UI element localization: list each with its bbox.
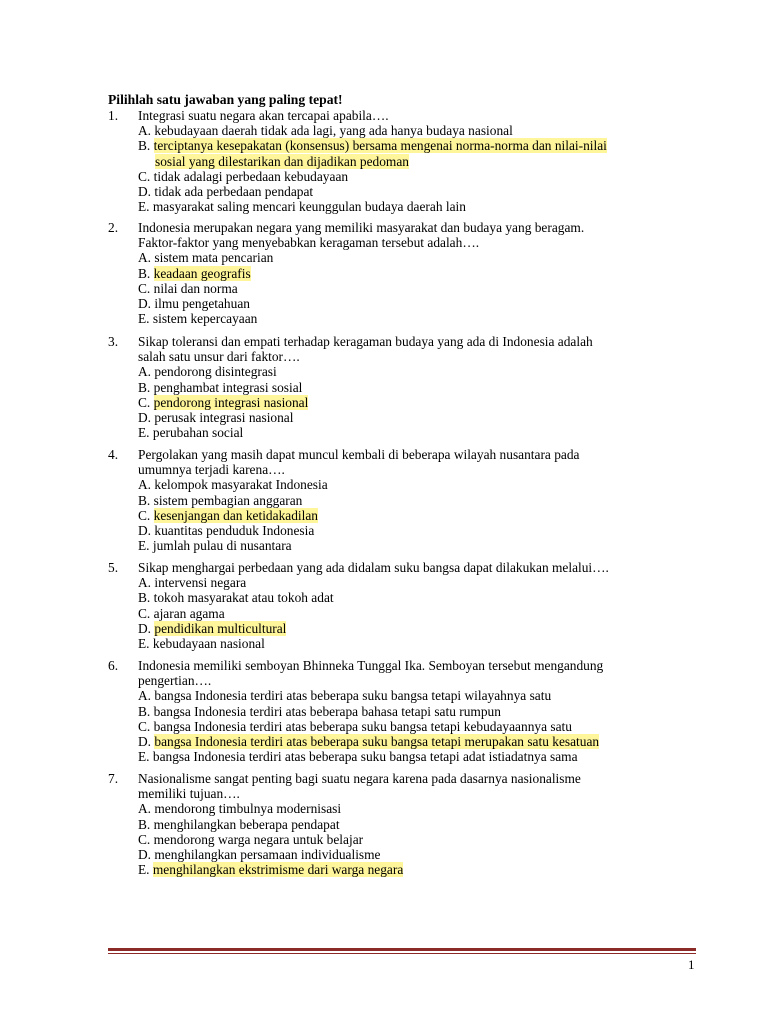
option-letter: B. — [138, 703, 151, 719]
answer-option-a — [108, 477, 708, 492]
question-1 — [108, 108, 708, 214]
answer-option-d — [108, 184, 708, 199]
question-stem — [108, 220, 708, 250]
answer-option-e — [108, 425, 708, 440]
option-text: kelompok masyarakat Indonesia — [154, 477, 328, 493]
option-letter: C. — [138, 394, 151, 410]
answer-option-e — [108, 862, 708, 877]
question-6 — [108, 658, 708, 764]
answer-option-d — [108, 410, 708, 425]
question-number: 4. — [108, 447, 119, 462]
question-stem — [108, 560, 708, 575]
question-text-line: Indonesia memiliki semboyan Bhinneka Tunggal Ika. Semboyan tersebut mengandung — [138, 658, 604, 673]
question-4 — [108, 447, 708, 553]
option-text: perubahan social — [152, 425, 244, 441]
answer-option-d — [108, 296, 708, 311]
option-text: mendorong timbulnya modernisasi — [154, 801, 342, 817]
answer-option-e — [108, 749, 708, 764]
answer-option-b — [108, 493, 708, 508]
option-letter: B. — [138, 492, 151, 508]
option-letter: C. — [138, 718, 151, 734]
answer-option-d — [108, 523, 708, 538]
option-text: jumlah pulau di nusantara — [152, 538, 292, 554]
option-text: bangsa Indonesia terdiri atas beberapa suku bangsa tetapi kebudayaannya satu — [153, 718, 572, 734]
answer-option-a — [108, 801, 708, 816]
question-number: 3. — [108, 334, 119, 349]
option-letter: B. — [138, 816, 151, 832]
option-text: menghilangkan persamaan individualisme — [154, 847, 381, 863]
answer-option-b — [108, 380, 708, 395]
answer-option-e — [108, 311, 708, 326]
answer-option-b — [108, 266, 708, 281]
option-letter: E. — [138, 199, 150, 215]
question-text-line: Sikap toleransi dan empati terhadap keragaman budaya yang ada di Indonesia adalah — [138, 334, 593, 349]
option-letter: E. — [138, 311, 150, 327]
answer-option-a — [108, 250, 708, 265]
option-text: nilai dan norma — [153, 280, 238, 296]
option-text: bangsa Indonesia terdiri atas beberapa suku bangsa tetapi wilayahnya satu — [154, 688, 552, 704]
question-7 — [108, 771, 708, 877]
answer-option-c — [108, 719, 708, 734]
answer-option-b — [108, 154, 708, 169]
option-letter: A. — [138, 688, 152, 704]
option-text: bangsa Indonesia terdiri atas beberapa suku bangsa tetapi adat istiadatnya sama — [152, 749, 578, 765]
option-text: sistem kepercayaan — [152, 311, 258, 327]
option-text: tidak adalagi perbedaan kebudayaan — [153, 168, 349, 184]
option-text: mendorong warga negara untuk belajar — [153, 831, 364, 847]
question-text-line: salah satu unsur dari faktor…. — [138, 349, 300, 365]
answer-option-c — [108, 169, 708, 184]
option-text: kebudayaan nasional — [152, 636, 265, 652]
question-stem — [108, 334, 708, 364]
option-letter: C. — [138, 605, 151, 621]
question-stem — [108, 658, 708, 688]
highlighted-answer-text: terciptanya kesepakatan (konsensus) bersama mengenai norma-norma dan nilai-nilai — [153, 138, 607, 154]
option-text: perusak integrasi nasional — [154, 410, 294, 426]
option-letter: E. — [138, 538, 150, 554]
option-text: penghambat integrasi sosial — [153, 379, 303, 395]
option-letter: C. — [138, 168, 151, 184]
option-text: intervensi negara — [154, 575, 247, 591]
option-letter: A. — [138, 477, 152, 493]
option-text: sistem mata pencarian — [154, 250, 274, 266]
question-stem — [108, 447, 708, 477]
highlighted-answer-text: keadaan geografis — [153, 265, 251, 281]
answer-option-c — [108, 508, 708, 523]
option-letter: B. — [138, 138, 151, 154]
question-number: 5. — [108, 560, 119, 575]
option-letter: A. — [138, 801, 152, 817]
question-number: 1. — [108, 108, 119, 123]
question-text-line: memiliki tujuan…. — [138, 786, 240, 802]
question-2 — [108, 220, 708, 326]
instruction-heading: Pilihlah satu jawaban yang paling tepat! — [108, 92, 343, 107]
option-text: bangsa Indonesia terdiri atas beberapa bahasa tetapi satu rumpun — [153, 703, 501, 719]
option-letter: D. — [138, 523, 152, 539]
option-letter: A. — [138, 575, 152, 591]
option-letter: E. — [138, 749, 150, 765]
question-text-line: pengertian…. — [138, 673, 212, 689]
option-letter: B. — [138, 379, 151, 395]
highlighted-answer-text: bangsa Indonesia terdiri atas beberapa suku bangsa tetapi merupakan satu kesatuan — [154, 734, 600, 750]
question-number: 2. — [108, 220, 119, 235]
option-letter: D. — [138, 847, 152, 863]
question-text-line: Integrasi suatu negara akan tercapai apabila…. — [138, 108, 389, 123]
question-text-line: Sikap menghargai perbedaan yang ada didalam suku bangsa dapat dilakukan melalui…. — [138, 560, 609, 575]
option-text: kuantitas penduduk Indonesia — [154, 523, 315, 539]
option-text: menghilangkan beberapa pendapat — [153, 816, 340, 832]
option-letter: C. — [138, 280, 151, 296]
option-letter: D. — [138, 296, 152, 312]
option-text: masyarakat saling mencari keunggulan budaya daerah lain — [152, 199, 466, 215]
option-text: ilmu pengetahuan — [154, 296, 250, 312]
answer-option-a — [108, 123, 708, 138]
answer-option-d — [108, 847, 708, 862]
option-letter: E. — [138, 862, 150, 878]
question-5 — [108, 560, 708, 651]
question-stem — [108, 771, 708, 801]
option-text: kebudayaan daerah tidak ada lagi, yang ada hanya budaya nasional — [154, 123, 513, 139]
option-letter: D. — [138, 410, 152, 426]
option-letter: D. — [138, 620, 152, 636]
answer-option-b — [108, 817, 708, 832]
option-letter: B. — [138, 590, 151, 606]
option-letter: E. — [138, 636, 150, 652]
footer-rule-thick — [108, 948, 696, 951]
page-number: 1 — [688, 957, 695, 972]
question-number: 6. — [108, 658, 119, 673]
option-letter: E. — [138, 425, 150, 441]
option-letter: A. — [138, 364, 152, 380]
question-number: 7. — [108, 771, 119, 786]
option-text: sistem pembagian anggaran — [153, 492, 303, 508]
option-text: pendorong disintegrasi — [154, 364, 277, 380]
answer-option-b — [108, 138, 708, 153]
answer-option-c — [108, 281, 708, 296]
answer-option-b — [108, 590, 708, 605]
option-letter: D. — [138, 734, 152, 750]
answer-option-c — [108, 395, 708, 410]
answer-option-d — [108, 734, 708, 749]
question-text-line: Nasionalisme sangat penting bagi suatu negara karena pada dasarnya nasionalisme — [138, 771, 581, 786]
option-letter: A. — [138, 123, 152, 139]
highlighted-answer-text: menghilangkan ekstrimisme dari warga negara — [152, 862, 404, 878]
question-text-line: Pergolakan yang masih dapat muncul kembali di beberapa wilayah nusantara pada — [138, 447, 580, 462]
highlighted-answer-text: kesenjangan dan ketidakadilan — [153, 507, 318, 523]
highlighted-answer-text: sosial yang dilestarikan dan dijadikan pedoman — [155, 153, 409, 169]
question-text-line: umumnya terjadi karena…. — [138, 462, 285, 478]
answer-option-a — [108, 688, 708, 703]
answer-option-e — [108, 538, 708, 553]
highlighted-answer-text: pendidikan multicultural — [154, 620, 287, 636]
footer-rule-thin — [108, 953, 696, 954]
answer-option-e — [108, 636, 708, 651]
option-text: tokoh masyarakat atau tokoh adat — [153, 590, 334, 606]
answer-option-d — [108, 621, 708, 636]
answer-option-c — [108, 606, 708, 621]
option-letter: D. — [138, 184, 152, 200]
highlighted-answer-text: pendorong integrasi nasional — [153, 394, 309, 410]
answer-option-b — [108, 704, 708, 719]
option-letter: B. — [138, 265, 151, 281]
option-text: ajaran agama — [153, 605, 225, 621]
option-letter: C. — [138, 507, 151, 523]
question-stem — [108, 108, 708, 123]
question-text-line: Indonesia merupakan negara yang memiliki masyarakat dan budaya yang beragam. — [138, 220, 585, 235]
question-text-line: Faktor-faktor yang menyebabkan keragaman tersebut adalah…. — [138, 235, 480, 251]
answer-option-c — [108, 832, 708, 847]
option-text: tidak ada perbedaan pendapat — [154, 184, 314, 200]
option-letter: C. — [138, 831, 151, 847]
answer-option-a — [108, 575, 708, 590]
question-3 — [108, 334, 708, 440]
answer-option-e — [108, 199, 708, 214]
answer-option-a — [108, 364, 708, 379]
option-letter: A. — [138, 250, 152, 266]
